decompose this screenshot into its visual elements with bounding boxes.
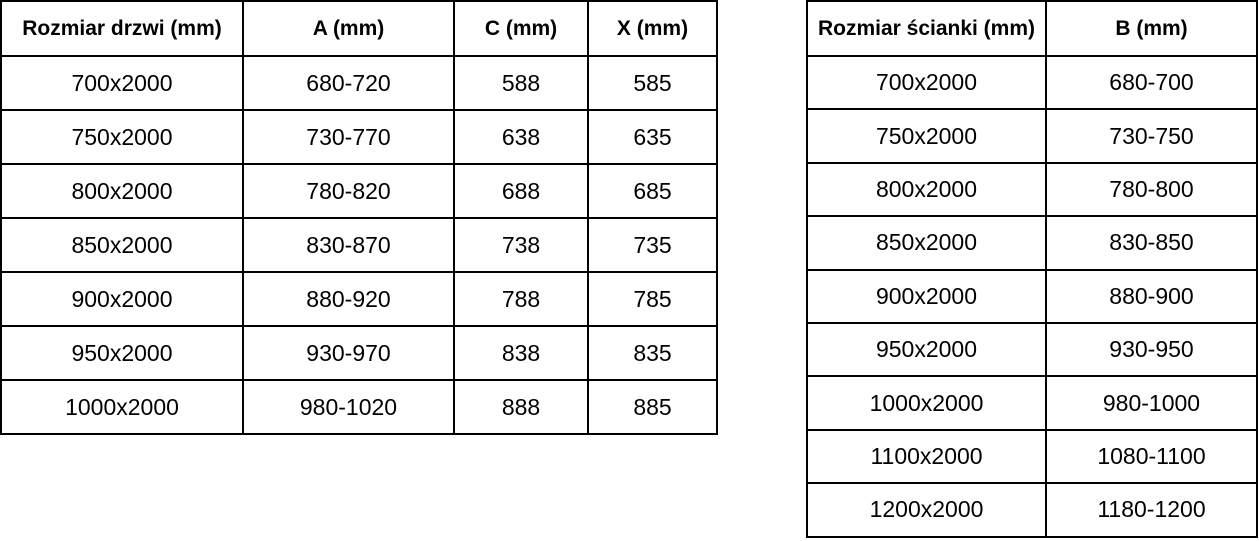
table-cell: 1000x2000: [1, 380, 243, 434]
wall-sizes-table: [806, 0, 1258, 538]
table-cell: 830-870: [243, 218, 454, 272]
table-cell: 785: [588, 272, 717, 326]
table-cell: 638: [454, 110, 588, 164]
table-row: [1, 56, 717, 110]
table-row: [807, 270, 1257, 323]
table-row: [807, 483, 1257, 536]
table-cell: 800x2000: [1, 164, 243, 218]
table-cell: 830-850: [1046, 216, 1257, 269]
table-cell: 850x2000: [807, 216, 1046, 269]
table-cell: 900x2000: [807, 270, 1046, 323]
table-cell: 980-1020: [243, 380, 454, 434]
table-cell: 735: [588, 218, 717, 272]
column-header-wall-size: Rozmiar ścianki (mm): [807, 1, 1046, 56]
table-cell: 730-750: [1046, 109, 1257, 162]
table-row: [1, 272, 717, 326]
table-cell: 885: [588, 380, 717, 434]
table-cell: 780-820: [243, 164, 454, 218]
table-row: [807, 109, 1257, 162]
table-cell: 688: [454, 164, 588, 218]
table-cell: 888: [454, 380, 588, 434]
table-cell: 850x2000: [1, 218, 243, 272]
column-header-door-size: Rozmiar drzwi (mm): [1, 1, 243, 56]
table-cell: 635: [588, 110, 717, 164]
table-cell: 738: [454, 218, 588, 272]
column-header-b: B (mm): [1046, 1, 1257, 56]
table-cell: 930-970: [243, 326, 454, 380]
table-row: [1, 110, 717, 164]
table-cell: 700x2000: [807, 56, 1046, 109]
table-cell: 800x2000: [807, 163, 1046, 216]
table-cell: 950x2000: [807, 323, 1046, 376]
table-row: [807, 56, 1257, 109]
table-cell: 880-920: [243, 272, 454, 326]
table-cell: 685: [588, 164, 717, 218]
table-cell: 730-770: [243, 110, 454, 164]
table-row: [807, 430, 1257, 483]
table-row: [1, 380, 717, 434]
table-row: [807, 163, 1257, 216]
table-row: [807, 376, 1257, 429]
table-row: [1, 326, 717, 380]
table-cell: 750x2000: [1, 110, 243, 164]
table-cell: 950x2000: [1, 326, 243, 380]
table-cell: 700x2000: [1, 56, 243, 110]
table-cell: 1100x2000: [807, 430, 1046, 483]
table-cell: 780-800: [1046, 163, 1257, 216]
table-row: [807, 323, 1257, 376]
column-header-x: X (mm): [588, 1, 717, 56]
table-row: [1, 218, 717, 272]
table-cell: 750x2000: [807, 109, 1046, 162]
table-cell: 1080-1100: [1046, 430, 1257, 483]
column-header-c: C (mm): [454, 1, 588, 56]
table-cell: 835: [588, 326, 717, 380]
table-cell: 1180-1200: [1046, 483, 1257, 536]
column-header-a: A (mm): [243, 1, 454, 56]
table-cell: 900x2000: [1, 272, 243, 326]
table-cell: 680-720: [243, 56, 454, 110]
table-cell: 1000x2000: [807, 376, 1046, 429]
table-row: [1, 164, 717, 218]
table-cell: 585: [588, 56, 717, 110]
table-cell: 588: [454, 56, 588, 110]
table-cell: 980-1000: [1046, 376, 1257, 429]
table-cell: 788: [454, 272, 588, 326]
table-cell: 880-900: [1046, 270, 1257, 323]
table-cell: 1200x2000: [807, 483, 1046, 536]
table-cell: 838: [454, 326, 588, 380]
table-row: [807, 216, 1257, 269]
door-sizes-table: [0, 0, 718, 435]
wall-table-header-row: [807, 1, 1257, 56]
table-cell: 930-950: [1046, 323, 1257, 376]
table-cell: 680-700: [1046, 56, 1257, 109]
door-table-header-row: [1, 1, 717, 56]
